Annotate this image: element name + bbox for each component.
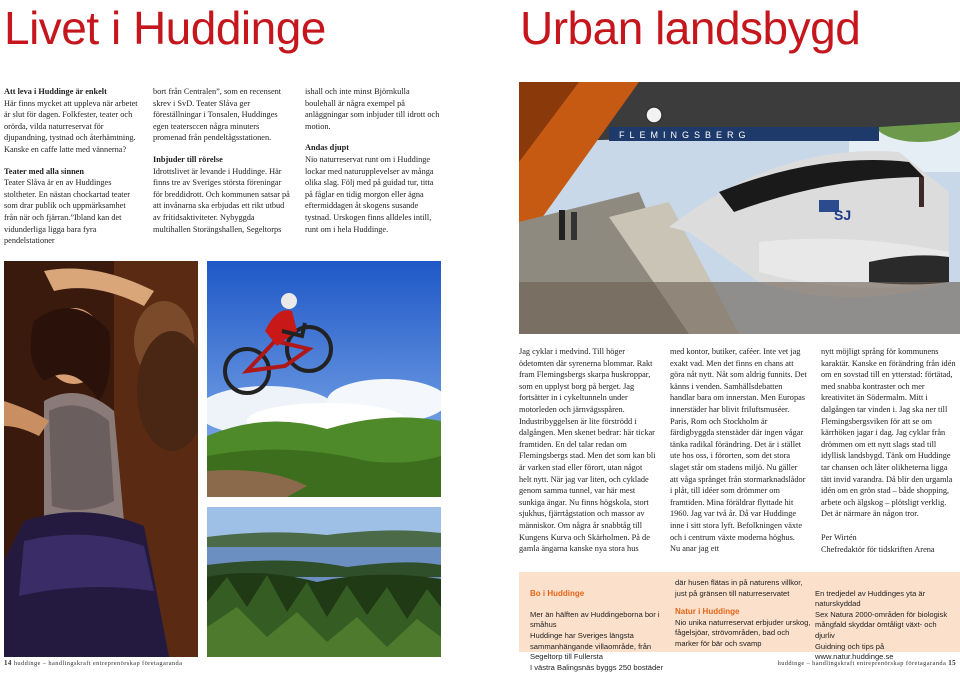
footer-left [4, 659, 182, 667]
footer-text-right: huddinge – handlingskraft entreprenörskap företagaranda [777, 660, 947, 667]
signature-name: Per Wirtén [821, 532, 857, 542]
paragraph: ishall och inte minst Björnkulla boulehall är några exempel på anläggningar som inbjuder till idrott och motion. [305, 87, 440, 131]
text-column-1 [4, 86, 138, 247]
info-text: där husen flätas in på naturens villkor, just på gränsen till naturreservatet [675, 578, 803, 598]
station-sign: FLEMINGSBERG [619, 130, 751, 140]
signature-title: Chefredaktör för tidskriften Arena [821, 544, 935, 554]
info-column-1 [530, 578, 667, 684]
photo-mountain-bike [207, 261, 441, 497]
text-column-2 [153, 86, 290, 235]
paragraph: Teater Slåva är en av Huddinges stoltheter. En nästan chockartad teater som drar publik och uppmärksamhet från när och fjärran.”Ibland kan det vidunderliga ligga bara fyra pendelstationer [4, 178, 131, 246]
heading-teater: Teater med alla sinnen [4, 166, 84, 176]
footer-text-left: huddinge – handlingskraft entreprenörskap företagaranda [13, 660, 183, 667]
heading-andas: Andas djupt [305, 143, 350, 153]
info-heading-bo: Bo i Huddinge [530, 588, 585, 598]
paragraph: bort från Centralen”, som en recensent skrev i SvD. Teater Slåva ger föreställningar i Tonsalen, Huddinges egen teatersccen några minuters promenad från pendeltågsstationen. [153, 87, 282, 143]
info-text: Mer än hälften av Huddingeborna bor i småhus Huddinge har Sveriges längsta sammanhängande villaområde, från Segeltorp till Fullersta I västra Balingsnäs byggs 250 bostäder [530, 609, 663, 672]
info-heading-natur: Natur i Huddinge [675, 607, 740, 617]
page-number-left: 14 [4, 659, 12, 667]
paragraph: Nio naturreservat runt om i Huddinge lockar med naturupplevelser av många olika slag. Följ med på guidad tur, titta på fåglar en tidig morgon eller ägna eftermiddagen åt skogens susande tystnad. Urskogen finns alldeles intill, runt om i hela Huddinge. [305, 154, 434, 234]
right-column-3 [821, 346, 957, 555]
paragraph: med kontor, butiker, caféer. Inte vet jag exakt vad. Men det finns en chans att göra nåt nytt. Nåt som aldrig funnits. Det känns i venden. Samhällsdebatten handlar bara om innerstan. Men Europas innerstäder har blivit friluftsmuséer. Paris, Rom och Stockholm är färdigbyggda stenstäder där ingen vågar tänka radikal förändring. Det är i stället ute hos oss, i förorten, som det stora slaget står om stadens miljö. Nu gäller att våga språnget från stormarknadslådor i plåt, till idéer som drömmer om framtiden. Mina föräldrar flyttade hit 1960. Jag var två år. Då var Huddinge inne i sitt stora lyft. Befolkningen växte och i centrum växte moderna höghus. Nu anar jag ett [670, 347, 807, 554]
paragraph: nytt möjligt språng för kommunens karaktär. Kanske en förändring från idén om en sovstad till en ytterstad: förtätad, med snabba kontraster och mer kreativitet än Södermalm. Mitt i dalgången tar vinden i. Jag ska ner till Flemingsbergsviken för att se om kärrhöken jagar i dag. Jag cyklar från drömmen om ett nytt slags stad till idyllisk landsbygd. Tänk om Huddinge tar chansen och låter olikheterna ligga tätt invid varandra. Då blir den urgamla idén om en grön stad – både shopping, arbete och älgskog – plötsligt verklig. Det är närmare än någon tror. [821, 347, 956, 519]
page-number-right: 15 [948, 659, 956, 667]
page-title-right: Urban landsbygd [520, 2, 861, 54]
page-title-left: Livet i Huddinge [4, 2, 326, 54]
paragraph: Jag cyklar i medvind. Till höger ödetomten där syrenerna blommar. Rakt fram Flemingsbergs skarpa huskroppar, som en upplyst borg på berget. Jag fortsätter in i cykeltunneln under motorleden och järnvägsspåren. Industribyggelsen är lite förströdd i dalgången. Men skenet bedrar: här tickar framtiden. En del talar redan om Flemingsbergs stad. Men det som kan bli är varken stad eller förort, utan något helt nytt. När jag var liten, och cyklade genom samma tunnel, var här mest sunkiga ängar. Nu finns högskola, stort sjukhus, fjärrtågstation och massor av människor. Om några år snabbtåg till Kungens Kurva och Skärholmen. På de gamla ängarna kanske nya stora hus [519, 347, 656, 554]
train-logo: SJ [834, 207, 852, 223]
text-column-3 [305, 86, 442, 235]
info-text: Nio unika naturreservat erbjuder urskog, fågelsjöar, strövområden, bad och marker för bär och svamp [675, 617, 811, 648]
right-column-1 [519, 346, 656, 555]
info-text: En tredjedel av Huddinges yta är naturskyddad Sex Natura 2000-områden för biologisk mångfald skyddar ömtåligt växt- och djurliv Guidning och tips på www.natur.huddinge.se [815, 588, 948, 662]
paragraph: Här finns mycket att uppleva när arbetet är slut för dagen. Folkfester, teater och orörda, vilda naturreservat för djupandning, tystnad och återhämtning. Kanske en caffe latte med vännerna? [4, 98, 138, 154]
info-column-2 [675, 578, 815, 650]
photo-theatre-dancer [4, 261, 198, 657]
footer-right [778, 659, 956, 667]
paragraph: Idrottslivet är levande i Huddinge. Här finns tre av Sveriges största föreningar för breddidrott. Och kommunen satsar på att invånarna ska erbjudas ett rikt utbud av fritidsaktiviteter. Nybyggda multihallen Storängshallen, Segeltorps [153, 166, 290, 234]
photo-train-station [519, 82, 960, 334]
right-column-2 [670, 346, 807, 555]
heading-rorelse: Inbjuder till rörelse [153, 154, 223, 164]
heading-att-leva: Att leva i Huddinge är enkelt [4, 87, 107, 96]
photo-lake-landscape [207, 507, 441, 657]
